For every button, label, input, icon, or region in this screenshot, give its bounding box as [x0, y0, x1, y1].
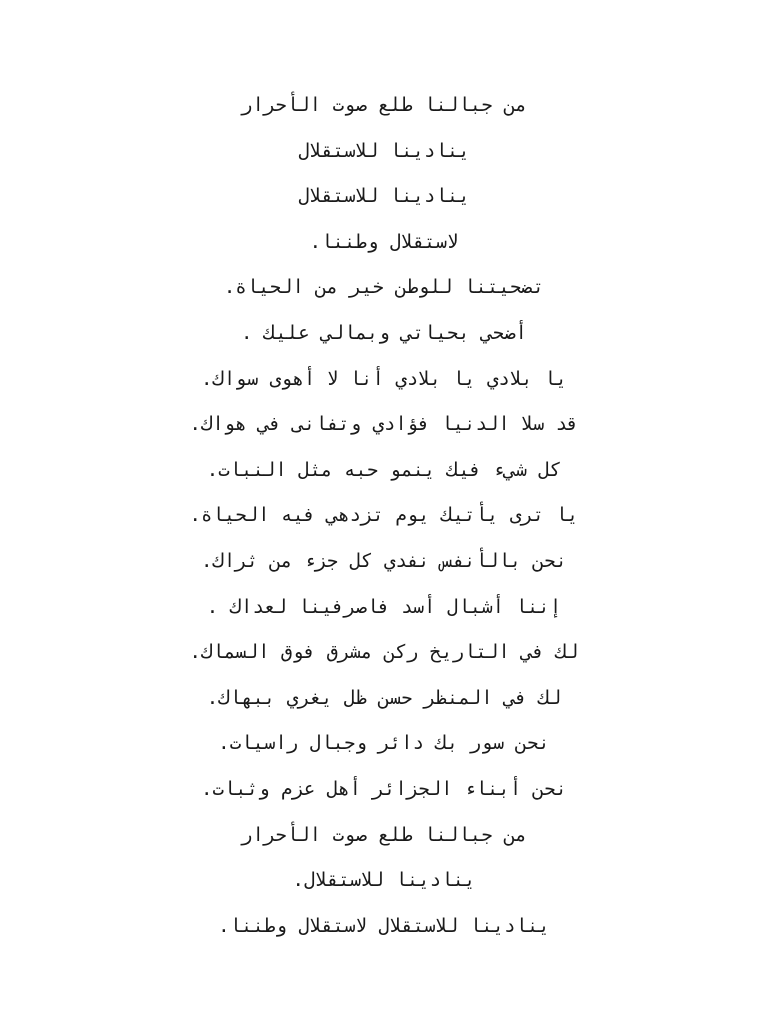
poem-line: تضحيتنا للوطن خير من الحياة. [223, 276, 545, 299]
poem-line: ينادينا للاستقلال [298, 139, 470, 162]
poem-line: أضحي بحياتي وبمالي عليك . [241, 321, 527, 344]
poem-line: يا ترى يأتيك يوم تزدهي فيه الحياة. [189, 504, 579, 527]
poem-line: قد سلا الدنيا فؤادي وتفانى في هواك. [189, 413, 579, 436]
poem-line: نحن أبناء الجزائر أهل عزم وثبات. [200, 777, 568, 800]
poem-line: كل شيء فيك ينمو حبه مثل النبات. [206, 458, 562, 481]
poem-line: يا بلادي يا بلادي أنا لا أهوى سواك. [200, 367, 568, 390]
poem-line: من جبالنا طلع صوت الأحرار [241, 94, 527, 116]
poem-line: لك في التاريخ ركن مشرق فوق السماك. [189, 641, 579, 664]
poem-line: ينادينا للاستقلال [298, 185, 470, 208]
poem-line: لاستقلال وطننا. [309, 230, 459, 253]
poem-line: ينادينا للاستقلال. [292, 869, 476, 892]
poem-line: ينادينا للاستقلال لاستقلال وطننا. [218, 914, 550, 937]
poem-text [0, 83, 768, 949]
poem-line: إننا أشبال أسد فاصرفينا لعداك . [206, 595, 562, 618]
poem-line: من جبالنا طلع صوت الأحرار [241, 823, 527, 846]
poem-line: نحن سور بك دائر وجبال راسيات. [218, 732, 550, 755]
poem-line: نحن بالأنفس نفدي كل جزء من ثراك. [200, 549, 568, 572]
poem-line: لك في المنظر حسن ظل يغري ببهاك. [206, 686, 562, 709]
